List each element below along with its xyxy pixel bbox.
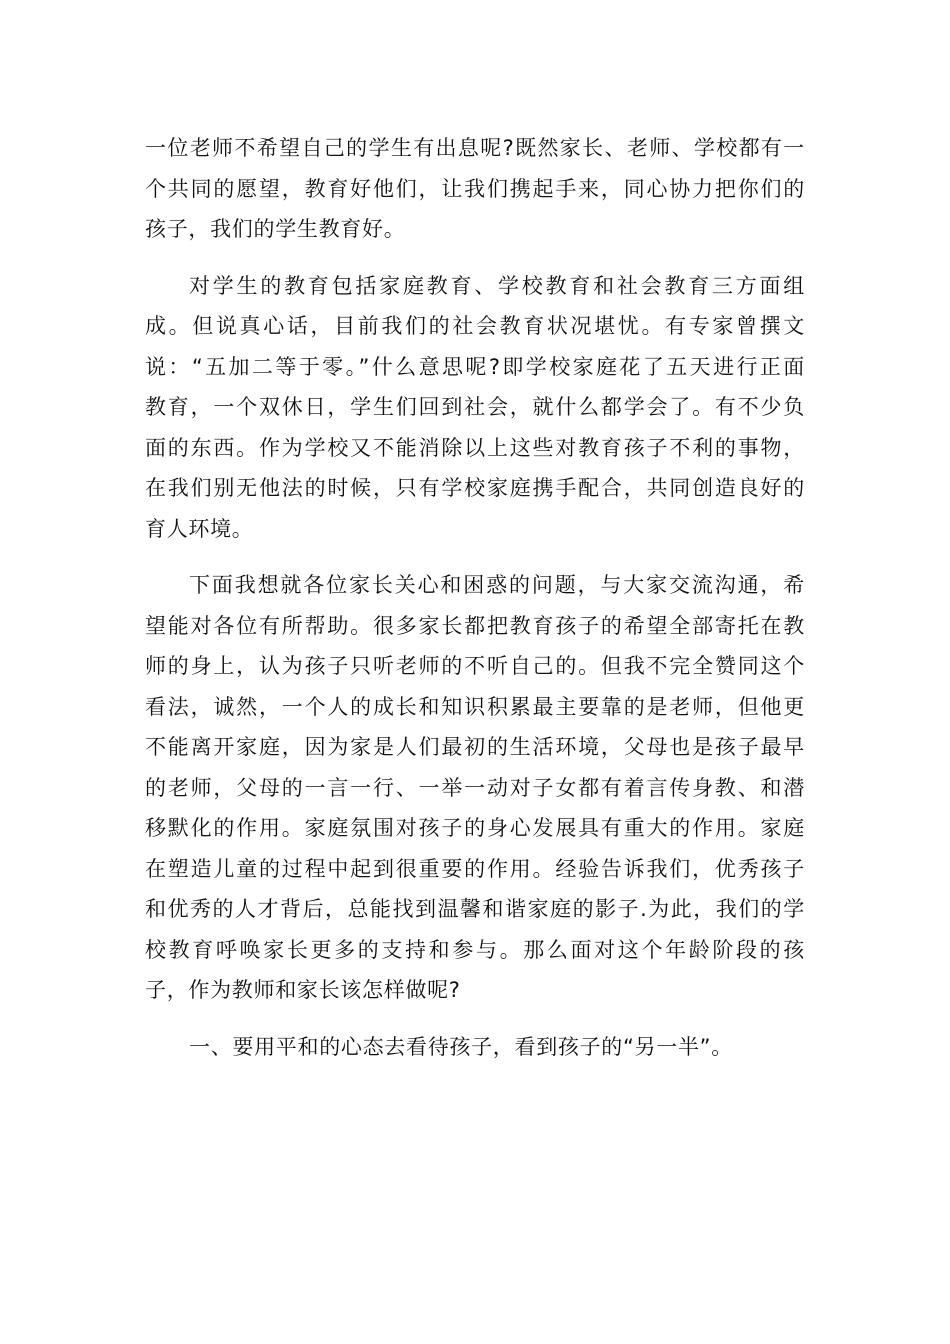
section-heading: 一、要用平和的心态去看待孩子，看到孩子的“另一半”。 (189, 1034, 733, 1059)
paragraph-line: 面的东西。作为学校又不能消除以上这些对教育孩子不利的事物， (145, 435, 805, 460)
paragraph-line: 对学生的教育包括家庭教育、学校教育和社会教育三方面组 (189, 273, 805, 298)
paragraph-gap (145, 549, 805, 565)
paragraph-line: 不能离开家庭，因为家是人们最初的生活环境，父母也是孩子最早 (145, 735, 805, 759)
paragraph-1 (145, 128, 805, 250)
document-body (145, 128, 805, 1067)
paragraph-line: 下面我想就各位家长关心和困惑的问题，与大家交流沟通，希 (189, 573, 805, 597)
paragraph-line: 成。但说真心话，目前我们的社会教育状况堪忧。有专家曾撰文 (145, 314, 805, 338)
paragraph-line: 校教育呼唤家长更多的支持和参与。那么面对这个年龄阶段的孩 (145, 937, 805, 962)
paragraph-line: 教育，一个双休日，学生们回到社会，就什么都学会了。有不少负 (145, 395, 805, 419)
paragraph-line: 孩子，我们的学生教育好。 (145, 217, 406, 241)
paragraph-line: 看法，诚然，一个人的成长和知识积累最主要靠的是老师，但他更 (145, 694, 805, 719)
paragraph-gap (145, 1011, 805, 1027)
paragraph-2 (145, 266, 805, 550)
paragraph-4 (145, 1027, 805, 1068)
paragraph-gap (145, 250, 805, 266)
paragraph-line: 师的身上，认为孩子只听老师的不听自己的。但我不完全赞同这个 (145, 654, 805, 678)
paragraph-line: 在塑造儿童的过程中起到很重要的作用。经验告诉我们，优秀孩子 (145, 856, 805, 881)
paragraph-line: 和优秀的人才背后，总能找到温馨和谐家庭的影子.为此，我们的学 (145, 897, 805, 921)
paragraph-line: 在我们别无他法的时候，只有学校家庭携手配合，共同创造良好的 (145, 476, 805, 500)
paragraph-line: 一位老师不希望自己的学生有出息呢?既然家长、老师、学校都有一 (145, 136, 805, 160)
paragraph-line: 育人环境。 (145, 516, 254, 541)
paragraph-line: 的老师，父母的一言一行、一举一动对子女都有着言传身教、和潜 (145, 775, 805, 800)
paragraph-line: 说：“五加二等于零。”什么意思呢?即学校家庭花了五天进行正面 (145, 354, 805, 379)
paragraph-line: 移默化的作用。家庭氛围对孩子的身心发展具有重大的作用。家庭 (145, 816, 805, 840)
paragraph-line: 个共同的愿望，教育好他们，让我们携起手来，同心协力把你们的 (145, 176, 805, 201)
paragraph-line: 子，作为教师和家长该怎样做呢? (145, 978, 461, 1002)
paragraph-line: 望能对各位有所帮助。很多家长都把教育孩子的希望全部寄托在教 (145, 613, 805, 638)
paragraph-3 (145, 565, 805, 1011)
